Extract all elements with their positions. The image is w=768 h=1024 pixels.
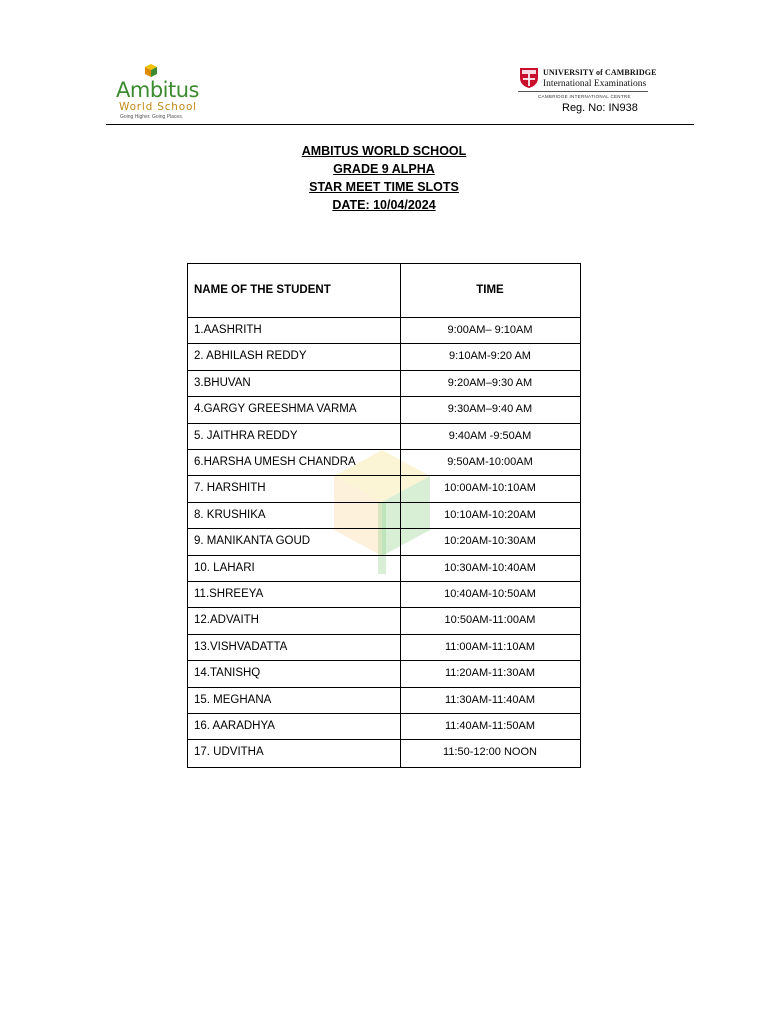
student-name: 3.BHUVAN bbox=[194, 376, 251, 389]
cambridge-rule bbox=[518, 91, 648, 92]
time-slots-table bbox=[187, 263, 581, 768]
time-slot: 9:00AM– 9:10AM bbox=[447, 324, 533, 336]
logo-tagline: Going Higher. Going Places. bbox=[120, 114, 184, 120]
student-name: 14.TANISHQ bbox=[194, 667, 261, 680]
student-name: 8. KRUSHIKA bbox=[194, 508, 266, 521]
ambitus-logo bbox=[112, 62, 202, 122]
table-row bbox=[188, 424, 580, 450]
cambridge-line2: International Examinations bbox=[543, 79, 647, 89]
table-row bbox=[188, 661, 580, 687]
time-slot: 9:10AM-9:20 AM bbox=[449, 350, 531, 363]
time-slot: 11:30AM-11:40AM bbox=[444, 693, 536, 706]
table-row bbox=[188, 582, 580, 608]
time-slot: 10:30AM-10:40AM bbox=[444, 561, 536, 574]
school-title: AMBITUS WORLD SCHOOL bbox=[301, 144, 467, 158]
header-time: TIME bbox=[476, 284, 504, 296]
time-slot: 11:20AM-11:30AM bbox=[444, 667, 536, 680]
student-name: 4.GARGY GREESHMA VARMA bbox=[194, 403, 357, 416]
time-slot: 11:00AM-11:10AM bbox=[444, 640, 536, 653]
student-name: 5. JAITHRA REDDY bbox=[194, 429, 298, 442]
shield-icon bbox=[519, 67, 539, 89]
time-slot: 11:50-12:00 NOON bbox=[443, 746, 537, 759]
time-slot: 10:50AM-11:00AM bbox=[444, 614, 536, 627]
logo-subtitle: World School bbox=[119, 101, 197, 113]
table-row bbox=[188, 476, 580, 502]
time-slot: 9:50AM-10:00AM bbox=[447, 456, 533, 468]
table-row bbox=[188, 529, 580, 555]
time-slot: 9:20AM–9:30 AM bbox=[447, 376, 533, 389]
table-row bbox=[188, 714, 580, 740]
student-name: 7. HARSHITH bbox=[194, 482, 266, 495]
cambridge-line3: CAMBRIDGE INTERNATIONAL CENTRE bbox=[538, 94, 631, 99]
table-row bbox=[188, 318, 580, 344]
cambridge-line1: UNIVERSITY of CAMBRIDGE bbox=[543, 68, 657, 77]
header-name: NAME OF THE STUDENT bbox=[194, 284, 331, 296]
header-divider bbox=[106, 124, 694, 125]
table-row bbox=[188, 635, 580, 661]
student-name: 17. UDVITHA bbox=[194, 746, 264, 759]
table-row bbox=[188, 503, 580, 529]
date-title: DATE: 10/04/2024 bbox=[332, 198, 436, 212]
table-row bbox=[188, 371, 580, 397]
grade-title: GRADE 9 ALPHA bbox=[333, 162, 435, 176]
document-titles bbox=[0, 142, 768, 214]
student-name: 12.ADVAITH bbox=[194, 614, 259, 627]
table-row bbox=[188, 344, 580, 370]
table-row bbox=[188, 450, 580, 476]
student-name: 11.SHREEYA bbox=[194, 588, 264, 600]
table-row bbox=[188, 556, 580, 582]
cube-logo-icon bbox=[144, 64, 158, 78]
time-slot: 10:20AM-10:30AM bbox=[444, 535, 536, 548]
time-slot: 10:40AM-10:50AM bbox=[444, 588, 536, 600]
student-name: 9. MANIKANTA GOUD bbox=[194, 535, 311, 548]
event-title: STAR MEET TIME SLOTS bbox=[309, 180, 459, 194]
time-slot: 10:10AM-10:20AM bbox=[444, 508, 536, 521]
time-slot: 9:30AM–9:40 AM bbox=[447, 403, 533, 416]
logo-name: Ambitus bbox=[116, 78, 199, 102]
table-row bbox=[188, 740, 580, 766]
table-row bbox=[188, 688, 580, 714]
table-row bbox=[188, 608, 580, 634]
registration-number: Reg. No: IN938 bbox=[562, 102, 638, 114]
student-name: 1.AASHRITH bbox=[194, 324, 262, 336]
time-slot: 9:40AM -9:50AM bbox=[448, 429, 532, 442]
table-row bbox=[188, 397, 580, 423]
student-name: 15. MEGHANA bbox=[194, 693, 272, 706]
table-header-row bbox=[188, 264, 580, 318]
student-name: 6.HARSHA UMESH CHANDRA bbox=[194, 456, 356, 468]
student-name: 10. LAHARI bbox=[194, 561, 255, 574]
student-name: 2. ABHILASH REDDY bbox=[194, 350, 307, 363]
student-name: 13.VISHVADATTA bbox=[194, 640, 288, 653]
time-slot: 11:40AM-11:50AM bbox=[444, 720, 536, 732]
time-slot: 10:00AM-10:10AM bbox=[444, 482, 536, 495]
student-name: 16. AARADHYA bbox=[194, 720, 275, 732]
